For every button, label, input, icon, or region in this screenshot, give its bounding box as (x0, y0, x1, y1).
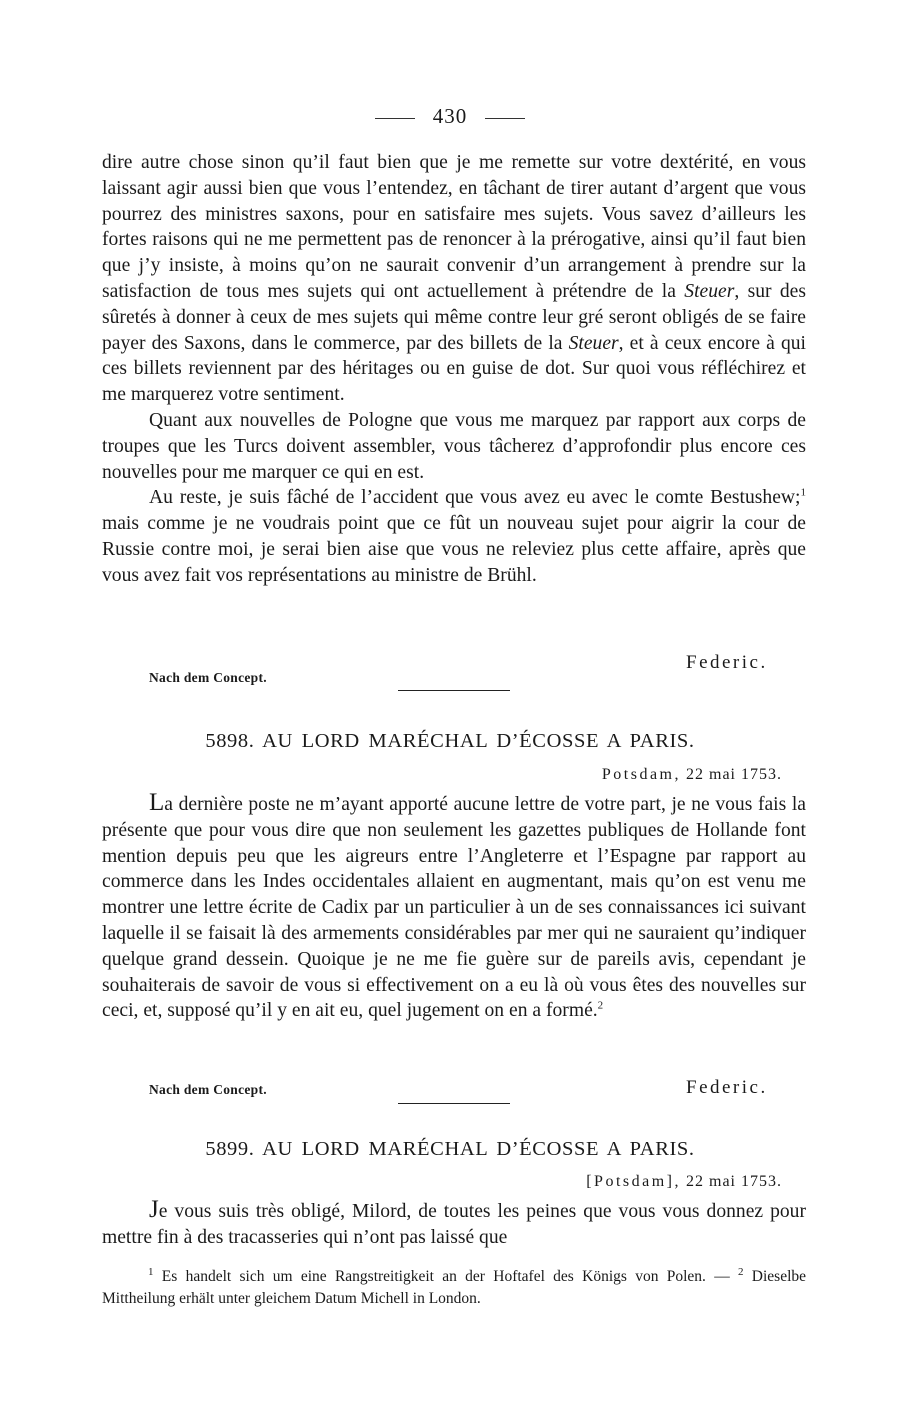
signature: Federic. (686, 1077, 768, 1098)
separator-rule (398, 690, 510, 691)
paragraph-2: Quant aux nouvelles de Pologne que vous me marquez par rapport aux corps de troupes que les Turcs doivent assembler, vous tâcherez d’approfondir plus encore ces nouvelles pour me marquer ce qui en est. (102, 409, 806, 483)
paragraph-3: Au reste, je suis fâché de l’accident que vous avez eu avec le comte Bestushew;$^1$ mais comme je ne voudrais point que ce fût un nouveau sujet pour aigrir la cour de Russie contre moi, je serai bien aise que vous ne releviez plus cette affaire, après que vous avez fait vos représentations au ministre de Brühl. (102, 486, 806, 586)
drop-cap: J (149, 1196, 159, 1223)
footnote-ref-2: 2 (597, 999, 604, 1012)
source-note: Nach dem Concept. (149, 670, 267, 685)
drop-cap: L (149, 789, 165, 816)
footnote-mark-1: 1 (148, 1265, 154, 1278)
letter-body-5899: Je vous suis très obligé, Milord, de toutes les peines que vous vous donnez pour mettre fin à des tracasseries qui n’ont pas laissé que (102, 1196, 806, 1248)
letter-heading-5899: 5899. AU LORD MARÉCHAL D’ÉCOSSE A PARIS. (205, 1138, 695, 1160)
letter-heading-5898: 5898. AU LORD MARÉCHAL D’ÉCOSSE A PARIS. (205, 730, 695, 752)
steuer-term: Steuer (568, 332, 619, 354)
footnote-mark-2: 2 (738, 1265, 744, 1278)
separator-rule (398, 1103, 510, 1104)
steuer-term: Steuer (684, 280, 735, 302)
footnote-1: Es handelt sich um eine Rangstreitigkeit an der Hoftafel des Königs von Polen. — (161, 1268, 730, 1285)
page-number-dash-left (375, 118, 415, 119)
dateline-5898: Potsdam, 22 mai 1753. (601, 766, 782, 783)
page-number: 430 (0, 104, 900, 129)
page-number-dash-right (485, 118, 525, 119)
letter-continuation (102, 150, 806, 589)
source-note: Nach dem Concept. (149, 1082, 267, 1097)
signature: Federic. (686, 652, 768, 673)
paragraph-1: dire autre chose sinon qu’il faut bien que je me remette sur votre dextérité, en vous laissant agir aussi bien que vous l’entendez, en tâchant de tirer autant d’argent que vous pourrez des ministres saxons, pour en satisfaire mes sujets. Vous savez d’ailleurs les fortes raisons qui ne me permettent pas de renoncer à la prérogative, ainsi qu’il faut bien que j’y insiste, à moins qu’on ne saurait convenir d’un arrangement à prendre sur la satisfaction de tous mes sujets qui ont actuellement à prétendre de la Steuer, sur des sûretés à donner à ceux de mes sujets qui même contre leur gré seront obligés de se faire payer des Saxons, dans le commerce, par des billets de la Steuer, et à ceux encore à qui ces billets reviennent par des héritages ou en guise de dot. Sur quoi vous réfléchirez et me marquerez votre sentiment. (102, 152, 806, 406)
footnote-ref-1: 1 (800, 486, 806, 499)
footnote-2: Dieselbe Mittheilung erhält unter gleichem Datum Michell in London. (102, 1268, 807, 1307)
footnotes (102, 1266, 806, 1310)
letter-body-5898: La dernière poste ne m’ayant apporté aucune lettre de votre part, je ne vous fais la présente que pour vous dire que non seulement les gazettes publiques de Hollande font mention depuis peu que les aigreurs entre l’Angleterre et l’Espagne par rapport au commerce dans les Indes occidentales allaient en augmentant, mais qu’on est venu me montrer une lettre écrite de Cadix par un particulier à un de ses connaissances ici suivant laquelle il se faisait là des armements considérables par mer qui ne sauraient qu’indiquer quelque grand dessein. Quoique je ne me fie guère sur de pareils avis, cependant je souhaiterais de savoir de vous si effectivement on a eu là où vous êtes des nouvelles sur ceci, et, supposé qu’il y en ait eu, quel jugement on en a formé.$^2$ (102, 789, 806, 1022)
dateline-5899: [Potsdam], 22 mai 1753. (586, 1173, 782, 1190)
